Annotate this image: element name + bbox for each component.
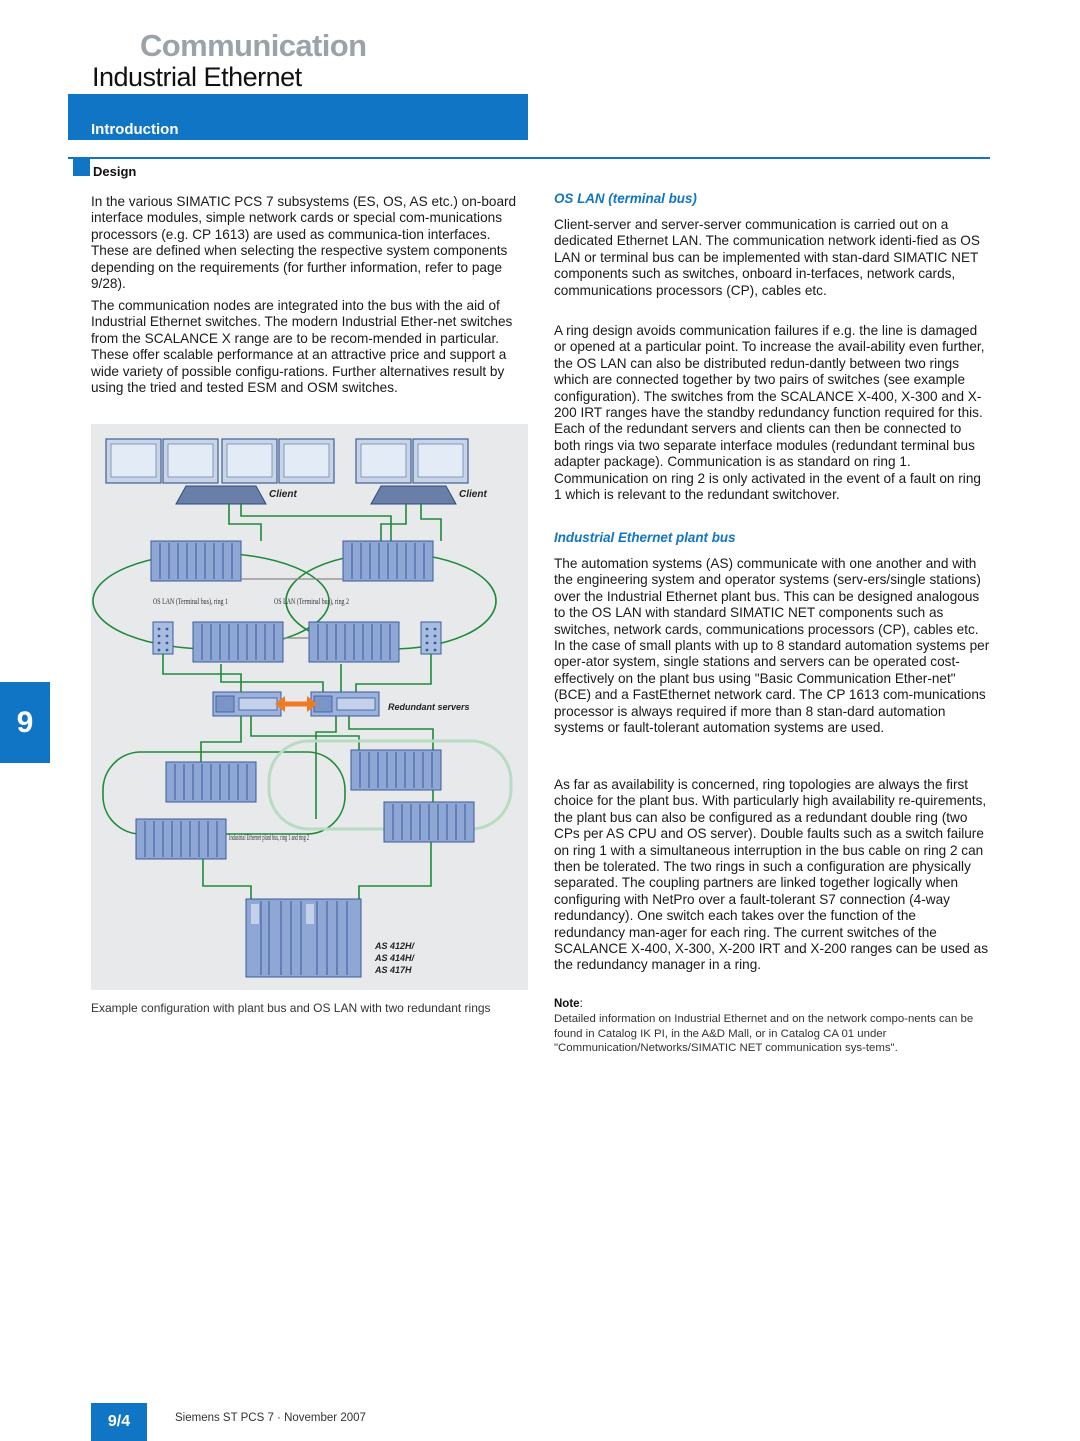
switch-icon [136,819,226,859]
switch-icon [166,762,256,802]
section-rule [68,157,990,159]
switch-icon [193,622,283,662]
monitor-icon [106,439,161,483]
page-subtitle: Industrial Ethernet [92,62,302,92]
footer-text: Siemens ST PCS 7 · November 2007 [175,1412,366,1424]
os-lan-paragraph-1: Client-server and server-server communication is carried out on a dedicated Ethernet LAN. The communication network identi-fied as OS LAN or terminal bus can be implemented with stan-dard SIMATIC NET components such as switches, onboard in-terfaces, network cards, communications processors (CP), cables etc. [554,217,980,298]
client-right-label: Client [459,489,487,500]
switch-icon [309,622,399,662]
left-paragraph-1: In the various SIMATIC PCS 7 subsystems (ES, OS, AS etc.) on-board interface modules, simple network cards or special com-munications processors (e.g. CP 1613) are used as communica-tion interfaces. These are defined when selecting the respective system components depending on the requirements (for further information, refer to page 9/28). [91,194,517,292]
design-marker [73,159,90,176]
monitor-icon [163,439,218,483]
os-lan-paragraph-2: A ring design avoids communication failures if e.g. the line is damaged or opened at a particular point. To increase the avail-ability even further, the OS LAN can also be distributed redun-dantly between two rings which are connected together by two pairs of switches (see example configuration). The switches from the SCALANCE X-400, X-300 and X-200 IRT ranges have the standby redundancy function required for this. Each of the redundant servers and clients can then be connected to both rings via two separate interface modules (redundant terminal bus adapter package). Communication is as standard on ring 1. Communication on ring 2 is only activated in the event of a fault on ring 1 which is relevant to the redundant switchover. [554,323,985,503]
monitor-icon [279,439,334,483]
os-lan-heading: OS LAN (terminal bus) [554,191,697,206]
server-icon [213,692,281,716]
switch-icon [343,541,433,581]
os-lan-ring2-label: OS LAN (Terminal bus), ring 2 [274,596,349,606]
monitor-icon [413,439,468,483]
keyboard-icon [371,486,456,504]
page-number-box [91,1403,147,1441]
server-icon [311,692,379,716]
page-number: 9/4 [107,1413,131,1430]
chapter-number: 9 [16,706,34,739]
switch-icon [151,541,241,581]
plant-bus-label: Industrial Ethernet plant bus, ring 1 and ring 2 [229,832,309,842]
switch-icon [421,622,441,654]
as-label-2: AS 414H/ [375,953,415,963]
plant-bus-paragraph-2: As far as availability is concerned, ring topologies are always the first choice for the plant bus. With particularly high availability re-quirements, the plant bus can also be configured as a redundant double ring (two CPs per AS CPU and OS server). Double faults such as a switch failure on ring 1 with a simultaneous interruption in the bus cable on ring 2 can then be tolerated. The two rings in such a configuration are physically separated. The coupling partners are linked together logically when configuring with NetPro over a fault-tolerant S7 connection (4-way redundancy). One switch each takes over the function of the redundancy man-ager for each ring. The current switches of the SCALANCE X-400, X-300, X-200 IRT and X-200 ranges can be used as the redundancy manager in a ring. [554,777,988,973]
switch-icon [153,622,173,654]
diagram-caption: Example configuration with plant bus and OS LAN with two redundant rings [91,1001,491,1015]
as-label-1: AS 412H/ [375,941,415,951]
redundant-servers-label: Redundant servers [388,702,470,712]
as-label-3: AS 417H [375,965,412,975]
plant-bus-paragraph-1: The automation systems (AS) communicate with one another and with the engineering system and operator systems (serv-ers/single stations) over the Industrial Ethernet plant bus. This can be designed analogous to the OS LAN with standard SIMATIC NET components such as switches, network cards, communications processors (CP), cables etc. In the case of small plants with up to 8 standard automation systems per oper-ator system, single stations and servers can be operated cost-effectively on the plant bus using "Basic Communication Ether-net" (BCE) and a FastEthernet network card. The CP 1613 com-munications processor is always required if more than 8 stan-dard automation systems or fault-tolerant automation systems are used. [554,556,990,736]
keyboard-icon [176,486,266,504]
note-text: Detailed information on Industrial Ethernet and on the network compo-nents can be found in Catalog IK PI, in the A&D Mall, or in Catalog CA 01 under "Communication/Networks/SIMATIC NET communication sys-tems". [554,1013,974,1054]
client-left-label: Client [269,489,297,500]
page-title: Communication [140,28,367,63]
plant-bus-heading: Industrial Ethernet plant bus [554,530,736,545]
os-lan-ring1-label: OS LAN (Terminal bus), ring 1 [153,596,228,606]
design-heading: Design [93,164,137,179]
chapter-tab [0,682,50,763]
network-diagram [91,424,528,990]
switch-icon [351,750,441,790]
monitor-icon [356,439,411,483]
monitor-icon [222,439,277,483]
note-label: Note: [554,998,583,1010]
controller-icon [246,899,361,977]
left-paragraph-2: The communication nodes are integrated into the bus with the aid of Industrial Ethernet switches. The modern Industrial Ether-net switches from the SCALANCE X range are to be recom-mended in particular. These offer scalable performance at an attractive price and support a wide variety of possible configu-rations. Further alternatives result by using the tried and tested ESM and OSM switches. [91,298,513,396]
section-bar-label: Introduction [91,121,179,138]
switch-icon [384,802,474,842]
section-bar [68,94,528,140]
